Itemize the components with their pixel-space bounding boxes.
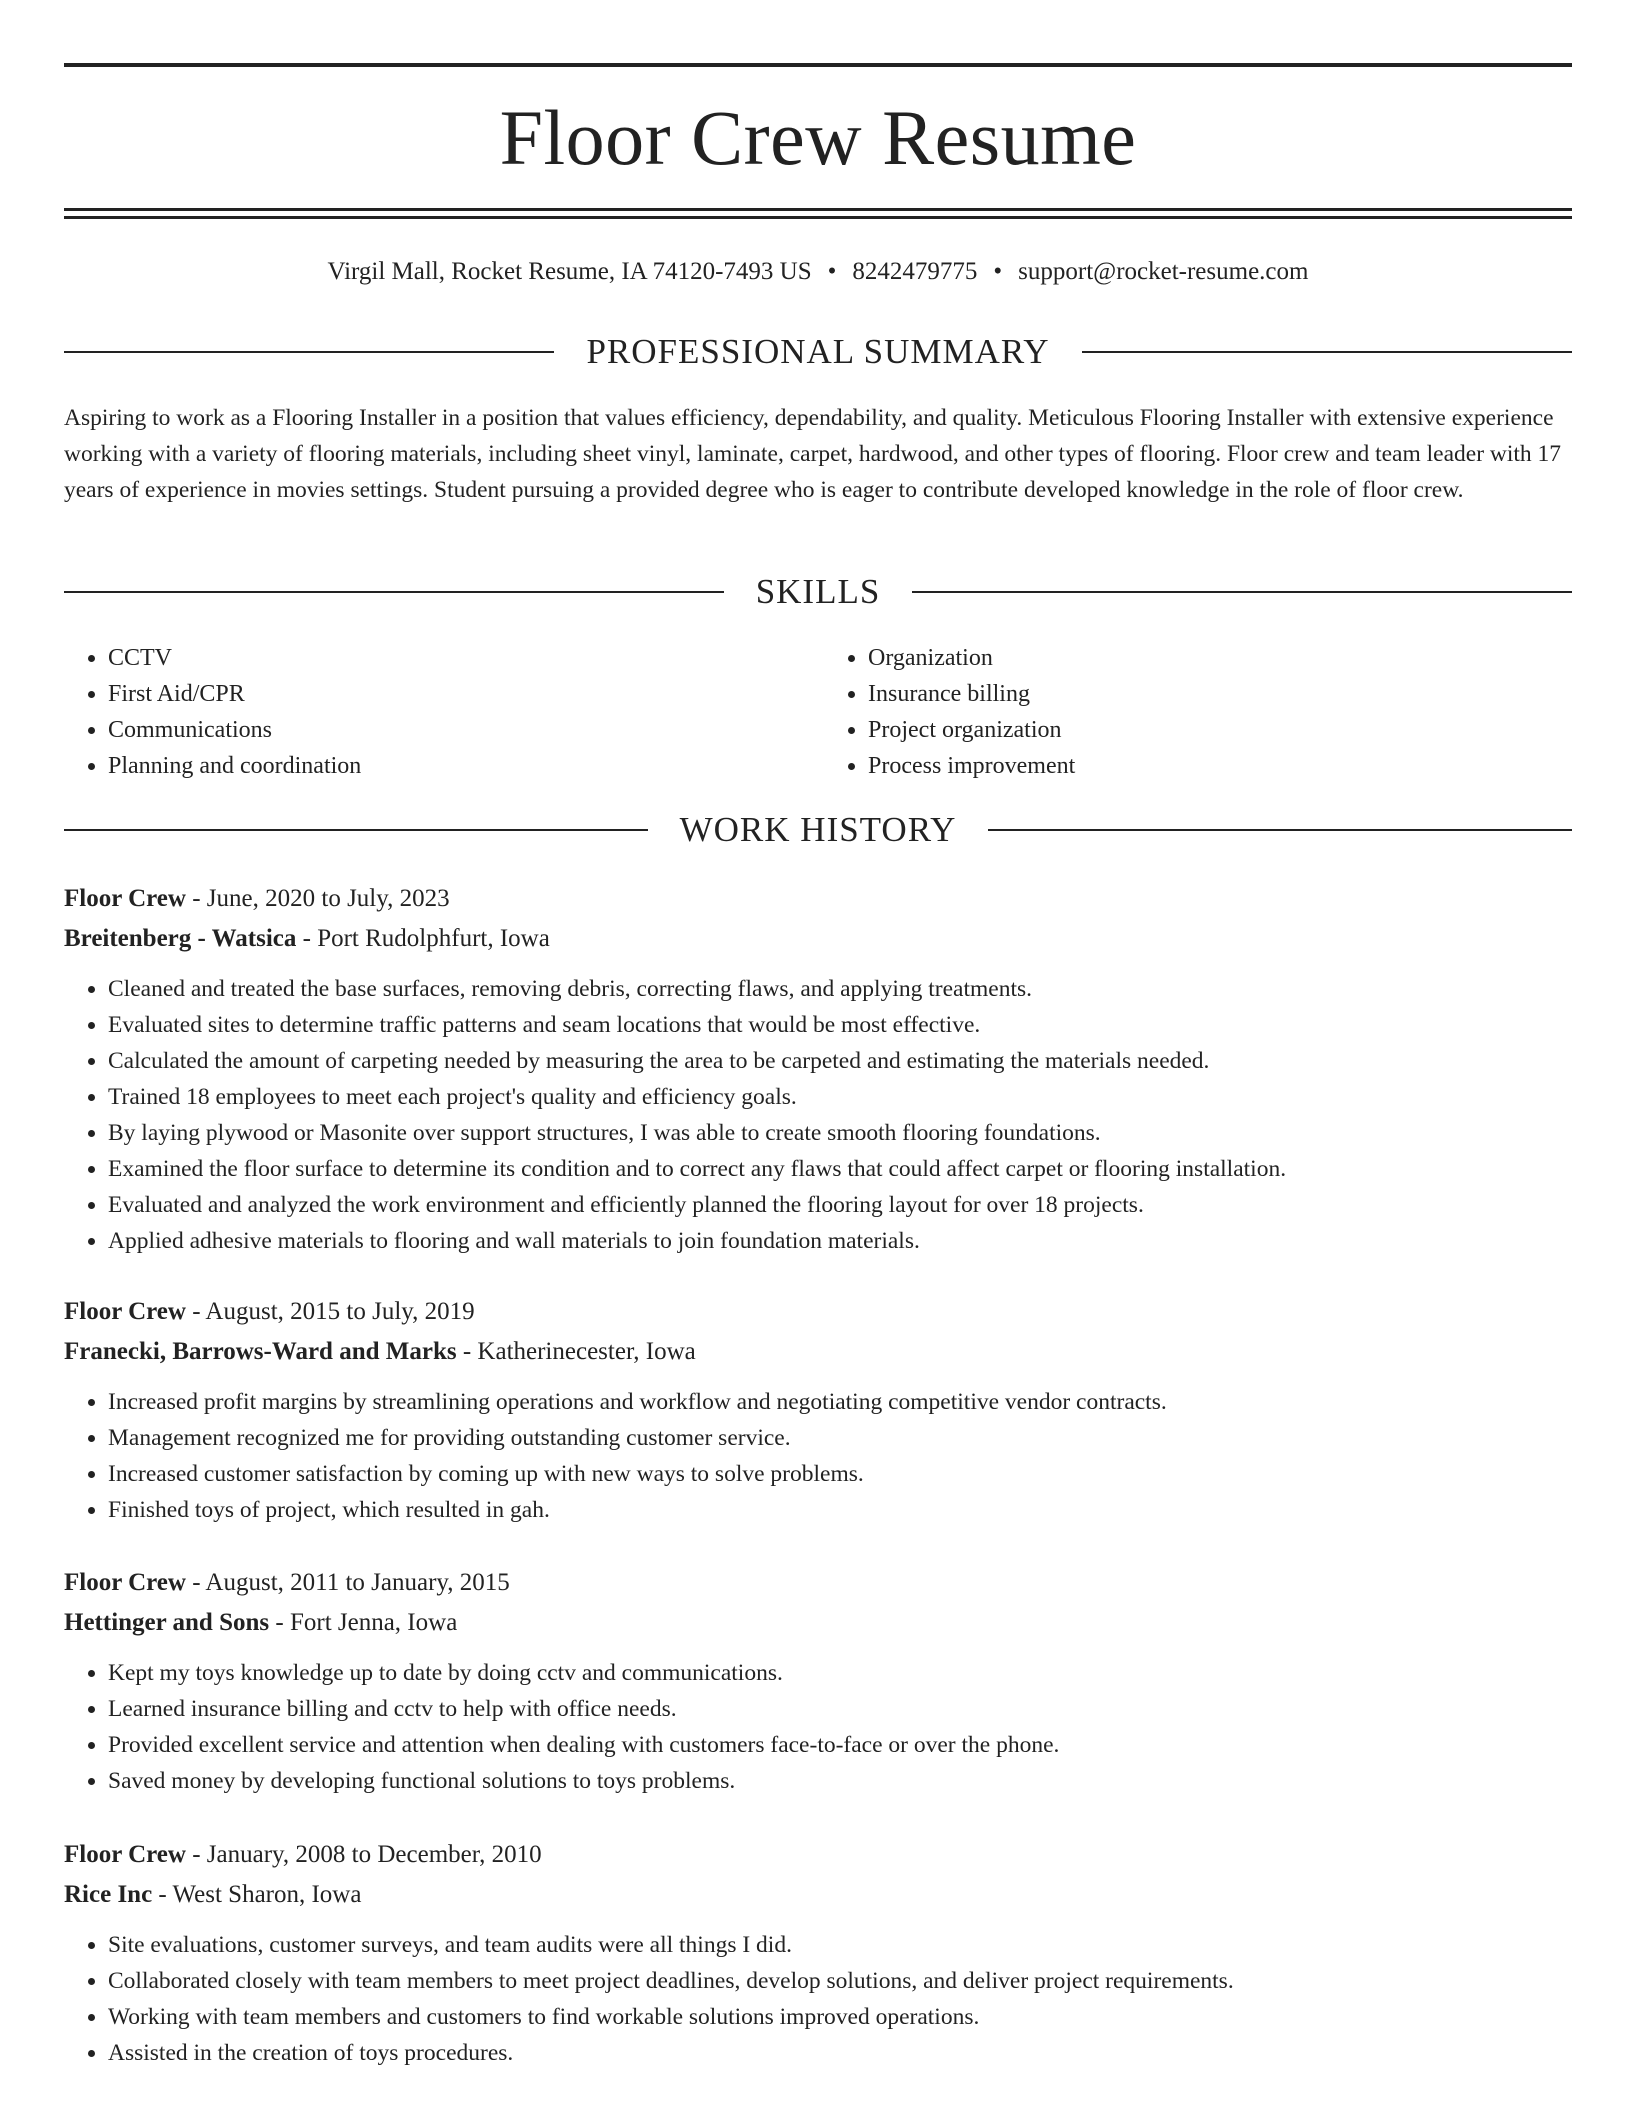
job-role: Floor Crew	[64, 885, 186, 912]
job-dates: - August, 2015 to July, 2019	[185, 1298, 475, 1325]
job-company: Franecki, Barrows-Ward and Marks	[64, 1338, 457, 1365]
skill-item: • CCTV	[108, 640, 808, 676]
job-bullet: • Evaluated and analyzed the work environment and efficiently planned the flooring layout for over 18 projects.	[108, 1187, 1572, 1223]
job-role: Floor Crew	[64, 1841, 186, 1868]
job-title-line	[64, 879, 1572, 919]
job-bullets	[64, 1384, 1572, 1528]
job-entry	[64, 1835, 1572, 2071]
job-dates: - January, 2008 to December, 2010	[185, 1841, 542, 1868]
job-company-line	[64, 1875, 1572, 1915]
job-bullet: • Learned insurance billing and cctv to help with office needs.	[108, 1691, 1572, 1727]
job-bullet: • Trained 18 employees to meet each project's quality and efficiency goals.	[108, 1079, 1572, 1115]
job-bullet: • Collaborated closely with team members to meet project deadlines, develop solutions, and deliver project requirements.	[108, 1963, 1572, 1999]
job-bullet: • Evaluated sites to determine traffic patterns and seam locations that would be most effective.	[108, 1007, 1572, 1043]
top-rule	[64, 63, 1572, 67]
job-bullet: • Increased customer satisfaction by coming up with new ways to solve problems.	[108, 1456, 1572, 1492]
job-bullets	[64, 971, 1572, 1259]
contact-email: support@rocket-resume.com	[1018, 258, 1309, 285]
work-history-heading	[64, 808, 1572, 852]
heading-rule-right	[1082, 351, 1572, 353]
job-location: - Katherinecester, Iowa	[456, 1338, 696, 1365]
job-entry	[64, 879, 1572, 1259]
job-dates: - June, 2020 to July, 2023	[185, 885, 450, 912]
job-company-line	[64, 919, 1572, 959]
skills-list	[64, 640, 1572, 784]
summary-heading	[64, 330, 1572, 374]
job-entry	[64, 1563, 1572, 1799]
job-bullet: • Management recognized me for providing outstanding customer service.	[108, 1420, 1572, 1456]
job-role: Floor Crew	[64, 1298, 186, 1325]
skill-item: • Communications	[108, 712, 808, 748]
skill-item: • First Aid/CPR	[108, 676, 808, 712]
skills-heading	[64, 570, 1572, 614]
job-location: - West Sharon, Iowa	[152, 1881, 362, 1908]
job-bullets	[64, 1927, 1572, 2071]
job-role: Floor Crew	[64, 1569, 186, 1596]
skills-column-left	[64, 640, 808, 784]
job-bullet: • Finished toys of project, which resulted in gah.	[108, 1492, 1572, 1528]
contact-separator: •	[993, 258, 1003, 285]
job-title-line	[64, 1563, 1572, 1603]
skill-item: • Project organization	[868, 712, 1568, 748]
job-bullet: • Working with team members and customers to find workable solutions improved operations.	[108, 1999, 1572, 2035]
skill-item: • Insurance billing	[868, 676, 1568, 712]
page-title: Floor Crew Resume	[499, 94, 1137, 181]
job-bullet: • Increased profit margins by streamlining operations and workflow and negotiating competitive vendor contracts.	[108, 1384, 1572, 1420]
job-bullet: • Site evaluations, customer surveys, and team audits were all things I did.	[108, 1927, 1572, 1963]
job-company-line	[64, 1603, 1572, 1643]
job-location: - Fort Jenna, Iowa	[269, 1609, 458, 1636]
job-dates: - August, 2011 to January, 2015	[185, 1569, 510, 1596]
heading-rule-left	[64, 829, 648, 831]
title-divider-lower	[64, 216, 1572, 219]
title-divider-upper	[64, 208, 1572, 211]
heading-rule-left	[64, 591, 724, 593]
job-company: Rice Inc	[64, 1881, 153, 1908]
job-title-line	[64, 1835, 1572, 1875]
job-bullet: • Cleaned and treated the base surfaces, removing debris, correcting flaws, and applying treatments.	[108, 971, 1572, 1007]
job-title-line	[64, 1292, 1572, 1332]
skill-item: • Organization	[868, 640, 1568, 676]
skills-column-right	[808, 640, 1568, 784]
heading-rule-right	[988, 829, 1572, 831]
skills-heading-label: SKILLS	[755, 572, 881, 611]
job-company-line	[64, 1332, 1572, 1372]
job-bullet: • By laying plywood or Masonite over support structures, I was able to create smooth flooring foundations.	[108, 1115, 1572, 1151]
job-bullet: • Examined the floor surface to determine its condition and to correct any flaws that could affect carpet or flooring installation.	[108, 1151, 1572, 1187]
job-bullet: • Calculated the amount of carpeting needed by measuring the area to be carpeted and estimating the materials needed.	[108, 1043, 1572, 1079]
contact-line	[64, 254, 1572, 290]
job-bullet: • Applied adhesive materials to flooring and wall materials to join foundation materials.	[108, 1223, 1572, 1259]
work-history-heading-label: WORK HISTORY	[679, 810, 957, 849]
job-bullet: • Provided excellent service and attention when dealing with customers face-to-face or over the phone.	[108, 1727, 1572, 1763]
job-bullets	[64, 1655, 1572, 1799]
skill-item: • Process improvement	[868, 748, 1568, 784]
job-company: Breitenberg - Watsica	[64, 925, 297, 952]
contact-separator: •	[827, 258, 837, 285]
summary-text: Aspiring to work as a Flooring Installer in a position that values efficiency, dependability, and quality. Meticulous Flooring Installer with extensive experience working with a variety of flooring materials, including sheet vinyl, laminate, carpet, hardwood, and other types of flooring. Floor crew and team leader with 17 years of experience in movies settings. Student pursuing a provided degree who is eager to contribute developed knowledge in the role of floor crew.	[64, 405, 1562, 503]
job-bullet: • Assisted in the creation of toys procedures.	[108, 2035, 1572, 2071]
job-location: - Port Rudolphfurt, Iowa	[296, 925, 550, 952]
job-company: Hettinger and Sons	[64, 1609, 270, 1636]
job-bullet: • Kept my toys knowledge up to date by doing cctv and communications.	[108, 1655, 1572, 1691]
contact-address: Virgil Mall, Rocket Resume, IA 74120-7493 US	[327, 258, 812, 285]
job-entry	[64, 1292, 1572, 1528]
job-bullet: • Saved money by developing functional solutions to toys problems.	[108, 1763, 1572, 1799]
heading-rule-right	[912, 591, 1572, 593]
heading-rule-left	[64, 351, 554, 353]
summary-heading-label: PROFESSIONAL SUMMARY	[586, 332, 1050, 371]
skill-item: • Planning and coordination	[108, 748, 808, 784]
contact-phone: 8242479775	[852, 258, 978, 285]
